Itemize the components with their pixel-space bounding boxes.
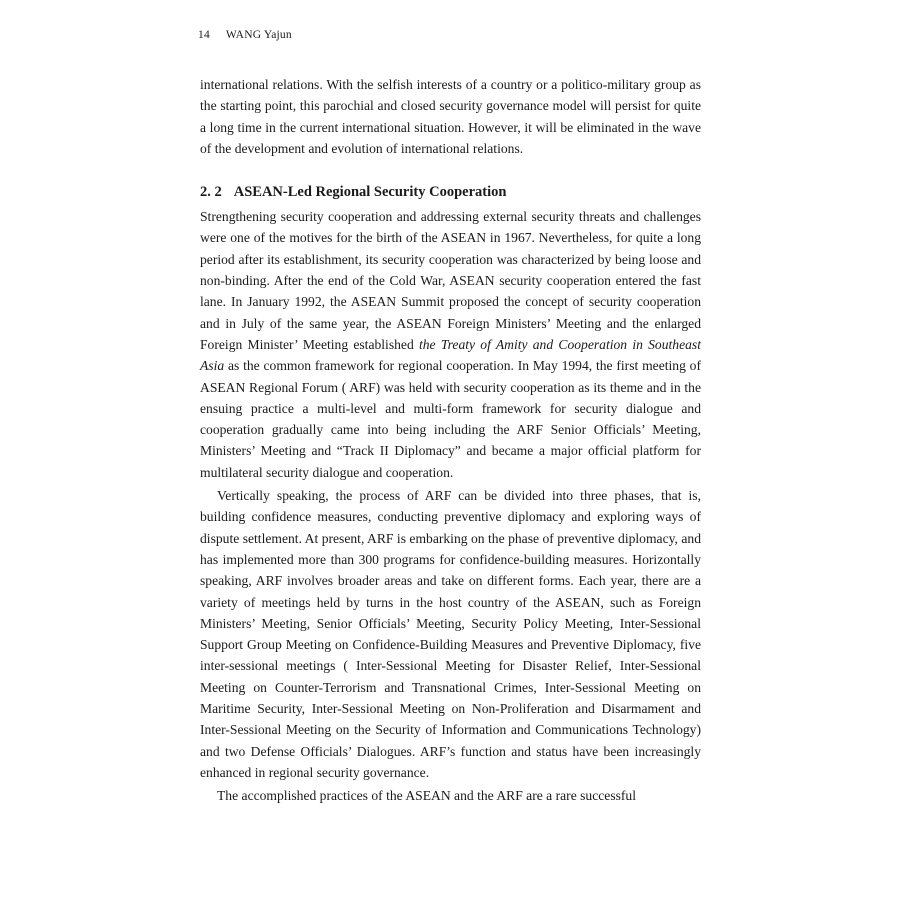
intro-paragraph: international relations. With the selfish interests of a country or a politico-military group as the starting point, this parochial and closed security governance model will persist for quite a long time in the current international situation. However, it will be eliminated in the wave of the development and evolution of international relations. (200, 77, 701, 156)
body-text (200, 74, 701, 807)
paragraph-2: Vertically speaking, the process of ARF can be divided into three phases, that is, building confidence measures, conducting preventive diplomacy and exploring ways of dispute settlement. At present, ARF is embarking on the phase of preventive diplomacy, and has implemented more than 300 programs for confidence-building measures. Horizontally speaking, ARF involves broader areas and take on different forms. Each year, there are a variety of meetings held by turns in the host country of the ASEAN, such as Foreign Ministers’ Meeting, Senior Officials’ Meeting, Security Policy Meeting, Inter-Sessional Support Group Meeting on Confidence-Building Measures and Preventive Diplomacy, five inter-sessional meetings ( Inter-Sessional Meeting for Disaster Relief, Inter-Sessional Meeting on Counter-Terrorism and Transnational Crimes, Inter-Sessional Meeting on Maritime Security, Inter-Sessional Meeting on Non-Proliferation and Disarmament and Inter-Sessional Meeting on the Security of Information and Communications Technology) and two Defense Officials’ Dialogues. ARF’s function and status have been increasingly enhanced in regional security governance. (200, 488, 701, 780)
section-title: ASEAN-Led Regional Security Cooperation (233, 184, 507, 201)
running-head (198, 29, 292, 41)
paragraph-3: The accomplished practices of the ASEAN and the ARF are a rare successful (217, 788, 636, 804)
section-heading (200, 181, 701, 203)
paragraph-1-text-b: as the common framework for regional cooperation. In May 1994, the first meeting of ASEAN Regional Forum ( ARF) was held with security cooperation as its theme and in the ensuing practice a multi-level and multi-form framework for security dialogue and cooperation gradually came into being including the ARF Senior Officials’ Meeting, Ministers’ Meeting and “Track II Diplomacy” and became a major official platform for multilateral security dialogue and cooperation. (200, 358, 701, 480)
page-number: 14 (198, 29, 210, 41)
section-number: 2. 2 (200, 184, 222, 201)
author-name: WANG Yajun (225, 29, 292, 41)
paragraph-1-text-a: Strengthening security cooperation and addressing external security threats and challenges were one of the motives for the birth of the ASEAN in 1967. Nevertheless, for quite a long period after its establishment, its security cooperation was characterized by being loose and non-binding. After the end of the Cold War, ASEAN security cooperation entered the fast lane. In January 1992, the ASEAN Summit proposed the concept of security cooperation and in July of the same year, the ASEAN Foreign Ministers’ Meeting and the enlarged Foreign Minister’ Meeting established (200, 209, 701, 352)
paragraph-1 (200, 206, 701, 483)
treaty-title: the Treaty of Amity and Cooperation in Southeast Asia (200, 336, 701, 374)
